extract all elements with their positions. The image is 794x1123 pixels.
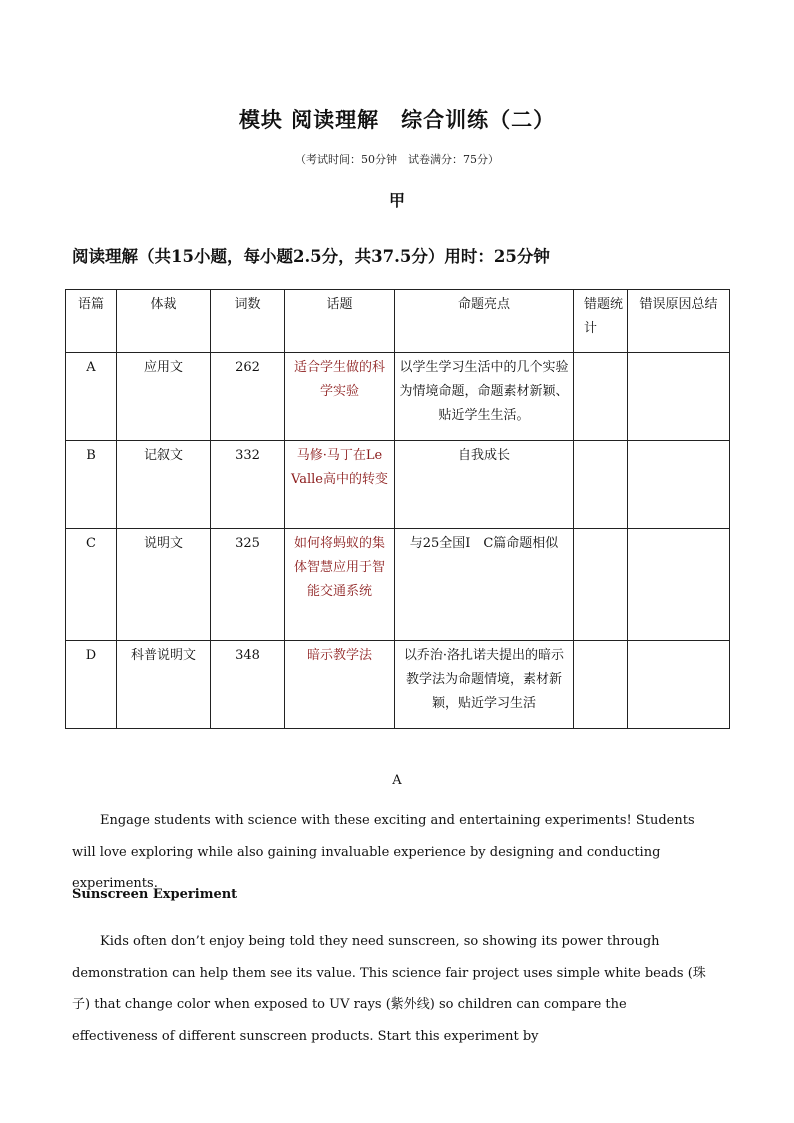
cell-passage: B xyxy=(66,441,117,529)
passage-subheading: Sunscreen Experiment xyxy=(72,887,238,902)
header-words: 词数 xyxy=(211,290,285,353)
cell-passage: C xyxy=(66,529,117,641)
passage-intro-paragraph: Engage students with science with these exciting and entertaining experiments! Students will love exploring while also gaining invaluable experience by designing and conducting experiments. xyxy=(72,813,695,891)
cell-error-stats xyxy=(574,441,628,529)
cell-genre: 说明文 xyxy=(117,529,211,641)
table-row xyxy=(66,529,730,641)
cell-highlight: 以乔治·洛扎诺夫提出的暗示教学法为命题情境，素材新颖，贴近学习生活 xyxy=(395,641,574,729)
cell-highlight: 与25全国Ⅰ C篇命题相似 xyxy=(395,529,574,641)
passage-letter: A xyxy=(392,773,402,788)
cell-topic: 如何将蚂蚁的集体智慧应用于智能交通系统 xyxy=(285,529,395,641)
section-heading: 阅读理解（共15小题，每小题2.5分，共37.5分）用时：25分钟 xyxy=(72,247,550,266)
cell-passage: A xyxy=(66,353,117,441)
document-title: 模块 阅读理解 综合训练（二） xyxy=(238,108,556,132)
cell-passage: D xyxy=(66,641,117,729)
cell-error-stats xyxy=(574,529,628,641)
cell-genre: 科普说明文 xyxy=(117,641,211,729)
cell-words: 348 xyxy=(211,641,285,729)
header-error-summary: 错误原因总结 xyxy=(628,290,730,353)
cell-highlight: 以学生学习生活中的几个实验为情境命题，命题素材新颖、贴近学生生活。 xyxy=(395,353,574,441)
cell-topic: 暗示教学法 xyxy=(285,641,395,729)
cell-words: 325 xyxy=(211,529,285,641)
passage-overview-table xyxy=(65,289,730,729)
passage-body-paragraph: Kids often don’t enjoy being told they need sunscreen, so showing its power through demonstration can help them see its value. This science fair project uses simple white beads (珠子) that change color when exposed to UV rays (紫外线) so children can compare the effectiveness of different sunscreen products. Start this experiment by xyxy=(72,934,706,1044)
exam-info: （考试时间：50分钟 试卷满分：75分） xyxy=(295,153,499,166)
cell-error-summary xyxy=(628,641,730,729)
cell-genre: 应用文 xyxy=(117,353,211,441)
header-topic: 话题 xyxy=(285,290,395,353)
table-row xyxy=(66,641,730,729)
cell-genre: 记叙文 xyxy=(117,441,211,529)
cell-highlight: 自我成长 xyxy=(395,441,574,529)
cell-error-summary xyxy=(628,353,730,441)
cell-error-summary xyxy=(628,441,730,529)
cell-words: 332 xyxy=(211,441,285,529)
table-row xyxy=(66,353,730,441)
header-error-stats: 错题统计 xyxy=(574,290,628,353)
header-genre: 体裁 xyxy=(117,290,211,353)
cell-error-stats xyxy=(574,641,628,729)
table-row xyxy=(66,441,730,529)
cell-topic: 适合学生做的科学实验 xyxy=(285,353,395,441)
header-passage: 语篇 xyxy=(66,290,117,353)
cell-topic: 马修·马丁在Le Valle高中的转变 xyxy=(285,441,395,529)
table-header-row xyxy=(66,290,730,353)
part-label: 甲 xyxy=(388,191,405,210)
cell-error-summary xyxy=(628,529,730,641)
header-highlight: 命题亮点 xyxy=(395,290,574,353)
cell-words: 262 xyxy=(211,353,285,441)
cell-error-stats xyxy=(574,353,628,441)
